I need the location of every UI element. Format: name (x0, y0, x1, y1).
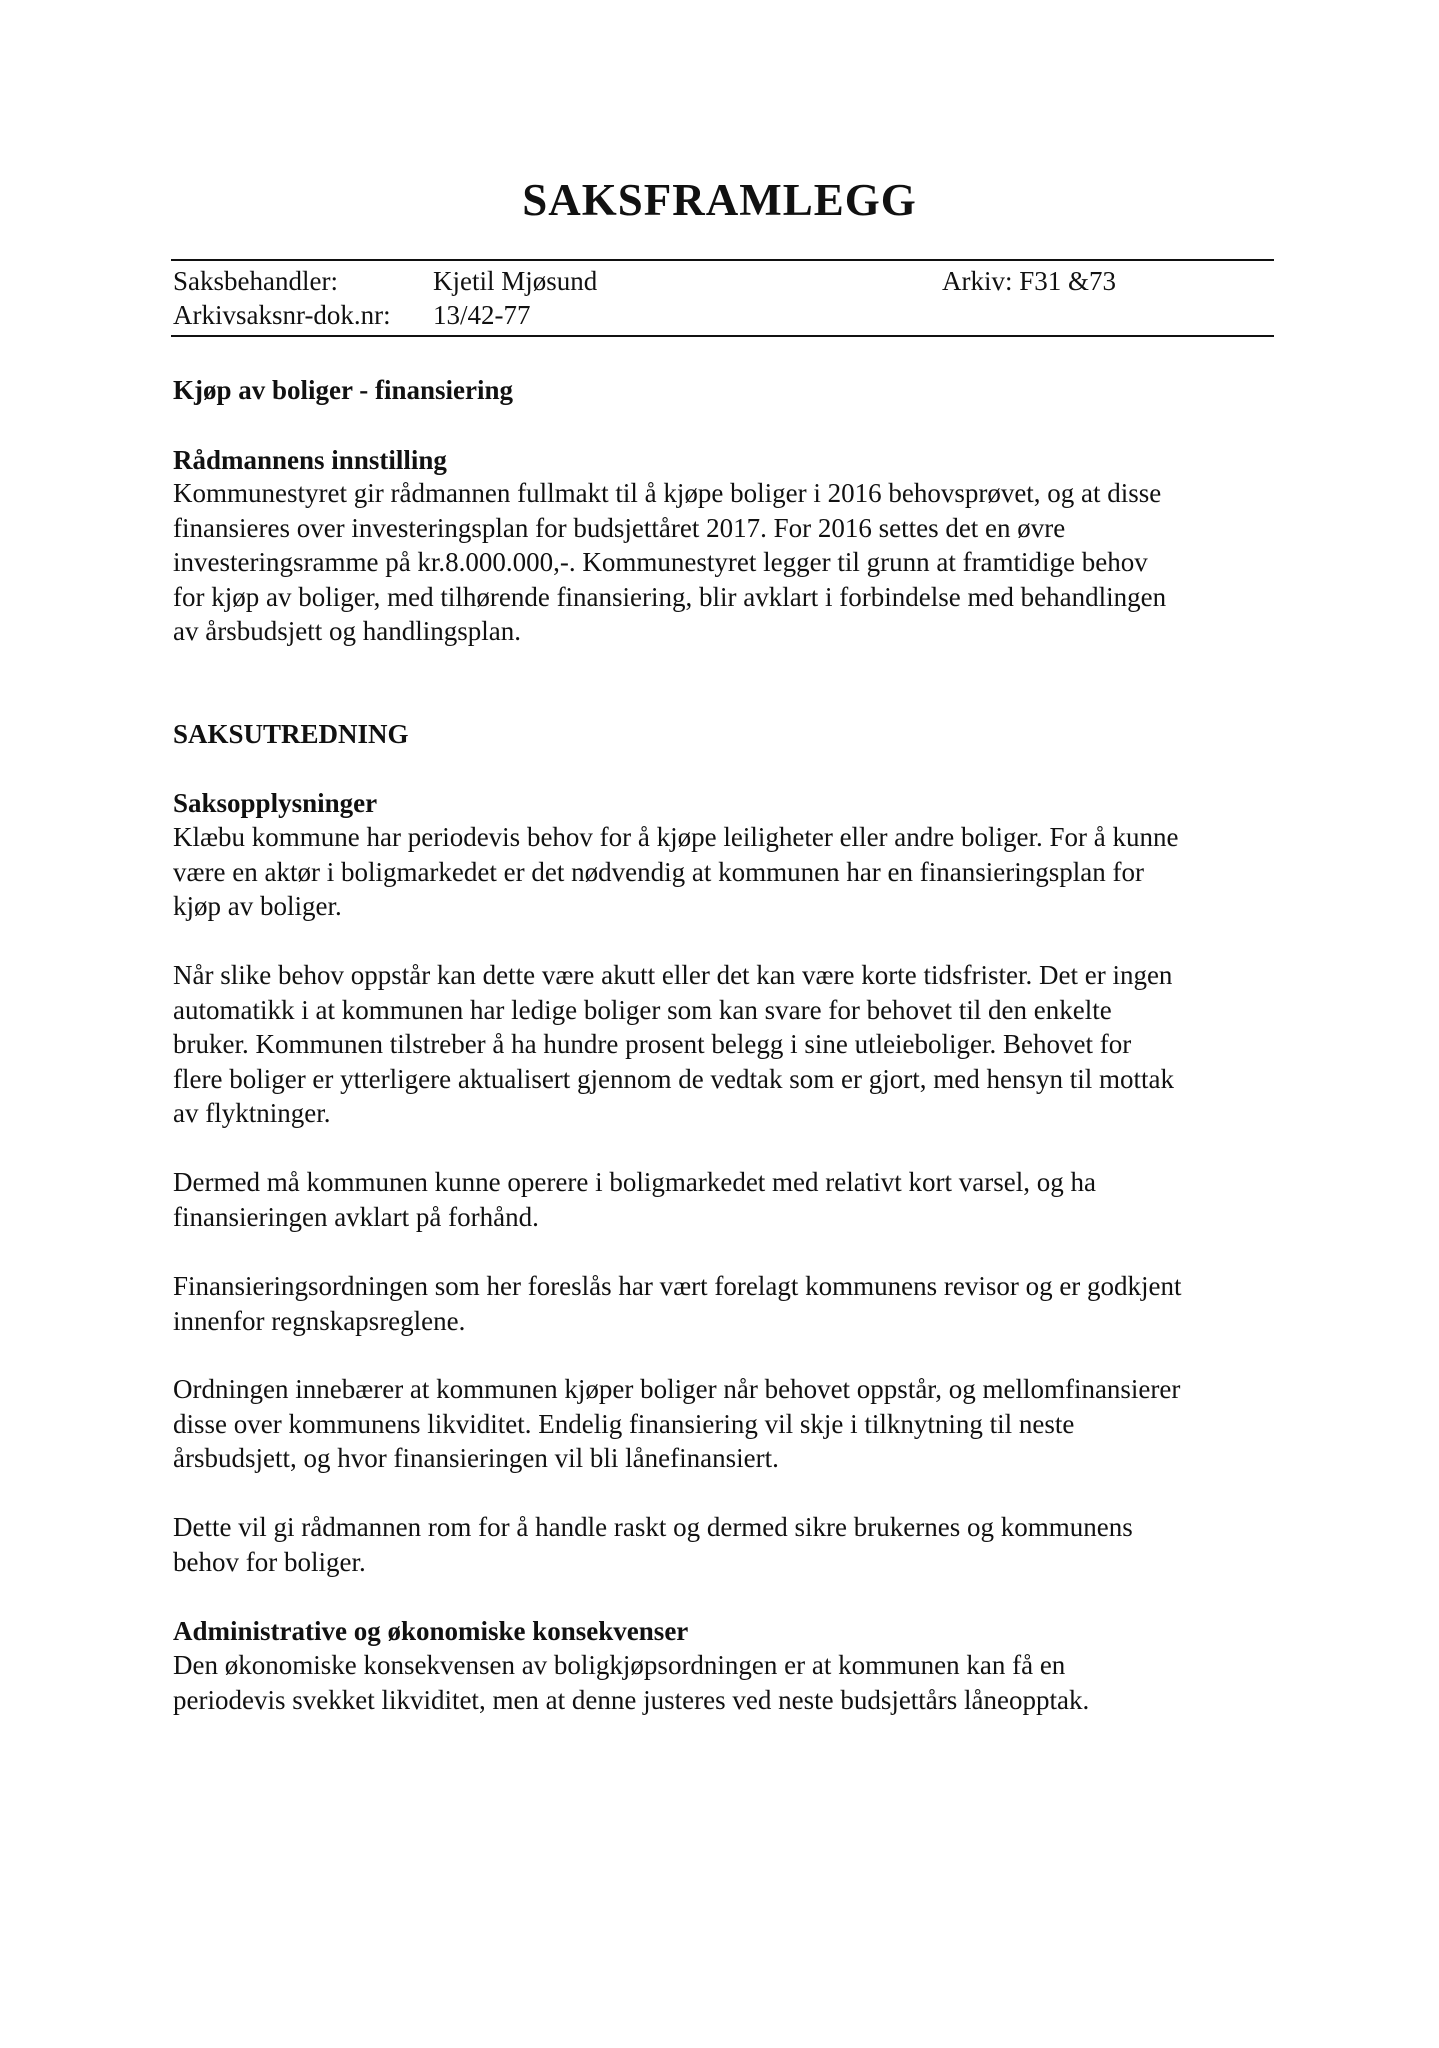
arkivsaksnr-label: Arkivsaksnr-dok.nr: (173, 300, 391, 330)
saksopplysninger-paragraph-3 (173, 1165, 1273, 1234)
saksopplysninger-paragraph-4 (173, 1269, 1273, 1338)
text-line: for kjøp av boliger, med tilhørende finansiering, blir avklart i forbindelse med behandlingen (173, 581, 1167, 612)
text-line: Dermed må kommunen kunne operere i boligmarkedet med relativt kort varsel, og ha (173, 1167, 1096, 1197)
konsekvenser-heading: Administrative og økonomiske konsekvenser (173, 1616, 689, 1646)
text-line: innenfor regnskapsreglene. (173, 1305, 466, 1336)
text-line: av årsbudsjett og handlingsplan. (173, 616, 521, 646)
text-line: finansieringen avklart på forhånd. (173, 1201, 539, 1232)
saksopplysninger-heading: Saksopplysninger (173, 788, 378, 818)
text-line: årsbudsjett, og hvor finansieringen vil bli lånefinansiert. (173, 1443, 779, 1473)
innstilling-paragraph (173, 476, 1273, 649)
text-line: Den økonomiske konsekvensen av boligkjøpsordningen er at kommunen kan få en (173, 1650, 1066, 1680)
text-line: være en aktør i boligmarkedet er det nødvendig at kommunen har en finansieringsplan for (173, 856, 1144, 887)
text-line: av flyktninger. (173, 1098, 331, 1128)
saksopplysninger-paragraph-2 (173, 958, 1273, 1131)
text-line: investeringsramme på kr.8.000.000,-. Kommunestyret legger til grunn at framtidige behov (173, 547, 1148, 577)
text-line: Dette vil gi rådmannen rom for å handle raskt og dermed sikre brukernes og kommunens (173, 1512, 1133, 1542)
arkivsaksnr-value: 13/42-77 (433, 300, 531, 330)
text-line: finansieres over investeringsplan for budsjettåret 2017. For 2016 settes det en øvre (173, 512, 1066, 543)
text-line: Klæbu kommune har periodevis behov for å kjøpe leiligheter eller andre boliger. For å kunne (173, 822, 1179, 852)
case-title: Kjøp av boliger - finansiering (173, 375, 514, 405)
saksbehandler-value: Kjetil Mjøsund (433, 266, 598, 296)
text-line: Kommunestyret gir rådmannen fullmakt til å kjøpe boliger i 2016 behovsprøvet, og at disse (173, 478, 1162, 508)
saksopplysninger-paragraph-6 (173, 1510, 1273, 1579)
text-line: Finansieringsordningen som her foreslås har vært forelagt kommunens revisor og er godkjent (173, 1271, 1182, 1301)
text-line: disse over kommunens likviditet. Endelig finansiering vil skje i tilknytning til neste (173, 1408, 1075, 1439)
text-line: flere boliger er ytterligere aktualisert gjennom de vedtak som er gjort, med hensyn til mottak (173, 1063, 1174, 1094)
text-line: Ordningen innebærer at kommunen kjøper boliger når behovet oppstår, og mellomfinansierer (173, 1374, 1181, 1404)
saksopplysninger-paragraph-1 (173, 820, 1273, 924)
text-line: periodevis svekket likviditet, men at denne justeres ved neste budsjettårs låneopptak. (173, 1684, 1090, 1715)
text-line: automatikk i at kommunen har ledige boliger som kan svare for behovet til den enkelte (173, 994, 1112, 1025)
arkiv-code: Arkiv: F31 &73 (942, 266, 1117, 296)
text-line: Når slike behov oppstår kan dette være akutt eller det kan være korte tidsfrister. Det er ingen (173, 960, 1173, 990)
saksbehandler-label: Saksbehandler: (173, 266, 338, 296)
document-title: SAKSFRAMLEGG (522, 175, 917, 225)
text-line: kjøp av boliger. (173, 891, 342, 921)
text-line: behov for boliger. (173, 1546, 366, 1577)
konsekvenser-paragraph (173, 1648, 1273, 1717)
saksutredning-heading: SAKSUTREDNING (173, 719, 409, 749)
saksopplysninger-paragraph-5 (173, 1372, 1273, 1476)
text-line: bruker. Kommunen tilstreber å ha hundre prosent belegg i sine utleieboliger. Behovet for (173, 1029, 1132, 1059)
innstilling-heading: Rådmannens innstilling (173, 445, 447, 475)
